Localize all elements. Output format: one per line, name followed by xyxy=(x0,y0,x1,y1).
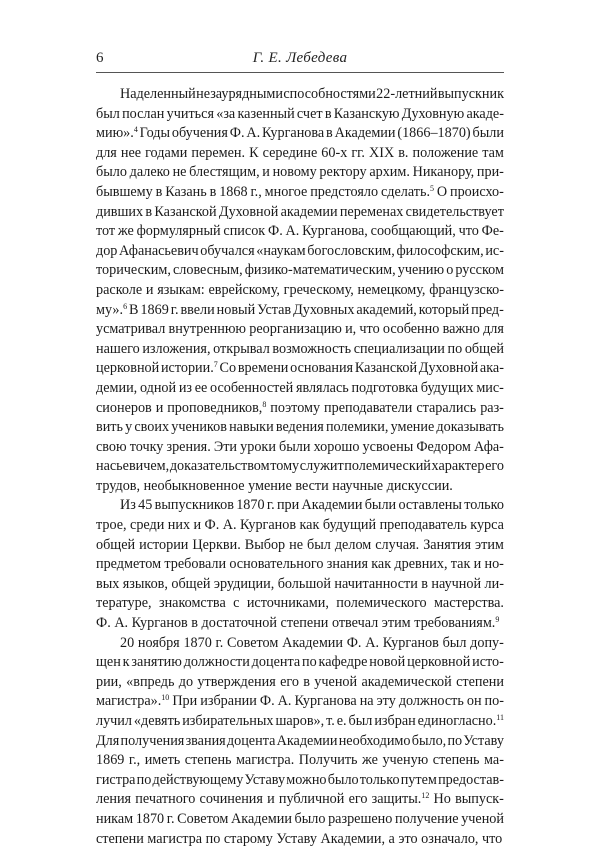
text-line: магистра».$^{10}$ При избрании Ф. А. Курганова на эту должность он по- xyxy=(96,693,504,710)
text-line: щен к занятию должности доцента по кафедре новой церковной исто- xyxy=(96,654,504,671)
text-line: вить у своих учеников навыки ведения полемики, умение доказывать xyxy=(96,419,504,436)
text-line: насьевичем, доказательством тому служит полемический характер его xyxy=(96,458,504,475)
text-line: предметом требовали основательного знания как древних, так и но- xyxy=(96,556,504,573)
text-line: было далеко не блестящим, и новому ректору архим. Никанору, при- xyxy=(96,164,504,181)
text-line: Наделенный незаурядными способностями 22-летний выпускник xyxy=(120,86,504,102)
text-line: никам 1870 г. Советом Академии было разрешено получение ученой xyxy=(96,810,504,827)
text-line: для нее годами перемен. К середине 60-х гг. XIX в. положение там xyxy=(96,144,504,161)
running-head-author: Г. Е. Лебедева xyxy=(252,50,348,66)
page-header xyxy=(96,48,504,73)
page-number: 6 xyxy=(96,50,104,66)
text-line: усматривал внутреннюю реорганизацию и, что особенно важно для xyxy=(96,321,504,338)
book-page xyxy=(96,48,504,849)
text-line: тературе, знакомства с источниками, полемического мастерства. xyxy=(96,595,504,612)
text-line: тот же формулярный список Ф. А. Курганова, сообщающий, что Фе- xyxy=(96,223,504,240)
text-line: бывшему в Казань в 1868 г., многое предстояло сделать.$^5$ О происхо- xyxy=(96,183,504,200)
text-line: ления печатного сочинения и публичной его защиты.$^{12}$ Но выпуск- xyxy=(96,791,504,808)
text-line: му».$^6$ В 1869 г. ввели новый Устав Духовных академий, который пред- xyxy=(96,301,504,318)
text-line: рии, «впредь до утверждения его в ученой академической степени xyxy=(96,673,504,690)
text-line: мию».$^4$ Годы обучения Ф. А. Курганова в Академии (1866–1870) были xyxy=(96,125,504,142)
text-line: расколе и языкам: еврейскому, греческому, немецкому, французско- xyxy=(96,281,504,298)
text-line: 20 ноября 1870 г. Советом Академии Ф. А. Курганов был допу- xyxy=(120,634,504,651)
text-line: гистра по действующему Уставу можно было только путем предостав- xyxy=(96,771,504,788)
text-line: дивших в Казанской Духовной академии переменах свидетельствует xyxy=(96,203,504,220)
text-line: был послан учиться «за казенный счет в Казанскую Духовную акаде- xyxy=(96,105,504,122)
text-line: Для получения звания доцента Академии необходимо было, по Уставу xyxy=(96,732,504,749)
text-line: 1869 г., иметь степень магистра. Получить же ученую степень ма- xyxy=(96,752,504,769)
text-line: Из 45 выпускников 1870 г. при Академии были оставлены только xyxy=(120,497,504,514)
text-line: демии, одной из ее особенностей являлась подготовка будущих мис- xyxy=(96,379,504,396)
text-line: дор Афанасьевич обучался «наукам богословским, философским, ис- xyxy=(96,242,504,259)
text-line: трудов, необыкновенное умение вести научные дискуссии. xyxy=(96,477,453,494)
page-body-text xyxy=(96,85,504,849)
text-line: лучил «девять избирательных шаров», т. е. был избран единогласно.$^{11}$ xyxy=(96,713,504,729)
text-line: свою точку зрения. Эти уроки были хорошо усвоены Федором Афа- xyxy=(96,438,504,455)
text-line: вых языков, общей эрудиции, большой начитанности в научной ли- xyxy=(96,575,504,592)
text-line: торическим, словесным, физико-математическим, учению о русском xyxy=(96,262,504,279)
text-line: трое, среди них и Ф. А. Курганов как будущий преподаватель курса xyxy=(96,517,504,534)
text-line: степени магистра по старому Уставу Академии, а это означало, что xyxy=(96,830,503,847)
text-line: общей истории Церкви. Выбор не был делом случая. Занятия этим xyxy=(96,536,504,553)
text-line: церковной истории.$^7$ Со времени основания Казанской Духовной ака- xyxy=(96,360,504,377)
text-line: Ф. А. Курганов в достаточной степени отвечал этим требованиям.$^9$ xyxy=(96,615,500,632)
text-line: сионеров и проповедников,$^8$ поэтому преподаватели старались раз- xyxy=(96,399,504,416)
text-line: нашего изложения, открывал возможность специализации по общей xyxy=(96,340,504,357)
